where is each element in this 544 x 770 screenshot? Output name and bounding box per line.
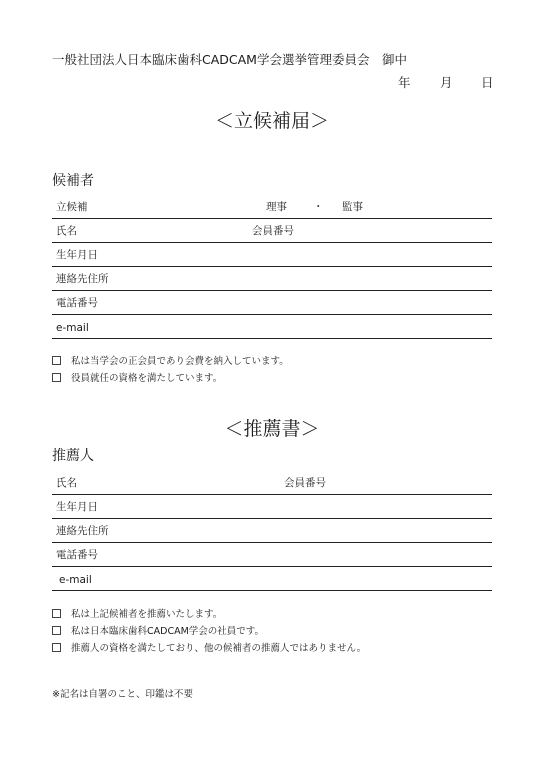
checkbox-icon[interactable]	[52, 356, 61, 365]
birthdate-label: 生年月日	[56, 249, 98, 261]
date-month-label: 月	[440, 75, 453, 90]
candidate-form-title: ＜立候補届＞	[214, 110, 329, 132]
checkbox-icon[interactable]	[52, 643, 61, 652]
date-day-label: 日	[481, 75, 494, 90]
name-label: 氏名	[56, 225, 77, 237]
recommender-email-row[interactable]	[52, 566, 492, 591]
recommender-section-label: 推薦人	[52, 448, 94, 464]
candidate-check-qualification[interactable]: 役員就任の資格を満たしています。	[52, 370, 222, 384]
recommender-phone-row[interactable]	[52, 542, 492, 567]
candidate-check-membership[interactable]: 私は当学会の正会員であり会費を納入しています。	[52, 353, 289, 367]
address-label: 連絡先住所	[56, 525, 109, 537]
birthdate-label: 生年月日	[56, 501, 98, 513]
address-label: 連絡先住所	[56, 273, 109, 285]
recommendation-form-title: ＜推薦書＞	[224, 418, 320, 440]
email-label: e-mail	[56, 322, 89, 334]
name-label: 氏名	[56, 477, 77, 489]
candidate-address-row[interactable]	[52, 266, 492, 291]
checkbox-icon[interactable]	[52, 609, 61, 618]
candidate-name-row[interactable]	[52, 218, 492, 243]
email-label: e-mail	[59, 574, 92, 586]
checkbox-icon[interactable]	[52, 373, 61, 382]
candidate-birthdate-row[interactable]	[52, 242, 492, 267]
recommender-check-member[interactable]: 私は日本臨床歯科CADCAM学会の社員です。	[52, 623, 264, 637]
checkbox-icon[interactable]	[52, 626, 61, 635]
date-year-label: 年	[398, 75, 411, 90]
phone-label: 電話番号	[56, 549, 98, 561]
recommender-address-row[interactable]	[52, 518, 492, 543]
member-no-label: 会員番号	[252, 225, 294, 237]
candidate-section-label: 候補者	[52, 173, 94, 189]
candidate-position-row[interactable]	[52, 194, 492, 219]
footer-note: ※記名は自署のこと、印鑑は不要	[52, 689, 193, 700]
recommender-birthdate-row[interactable]	[52, 494, 492, 519]
position-separator: ・	[313, 201, 324, 213]
candidate-email-row[interactable]	[52, 314, 492, 339]
recommender-check-endorse[interactable]: 私は上記候補者を推薦いたします。	[52, 606, 222, 620]
member-no-label: 会員番号	[284, 477, 326, 489]
recommender-check-qualification[interactable]: 推薦人の資格を満たしており、他の候補者の推薦人ではありません。	[52, 640, 366, 654]
recommender-name-row[interactable]	[52, 470, 492, 495]
candidate-phone-row[interactable]	[52, 290, 492, 315]
position-label: 立候補	[56, 201, 88, 213]
position-option-auditor[interactable]: 監事	[342, 201, 363, 213]
addressee: 一般社団法人日本臨床歯科CADCAM学会選挙管理委員会 御中	[52, 52, 407, 67]
position-option-director[interactable]: 理事	[266, 201, 287, 213]
phone-label: 電話番号	[56, 297, 98, 309]
